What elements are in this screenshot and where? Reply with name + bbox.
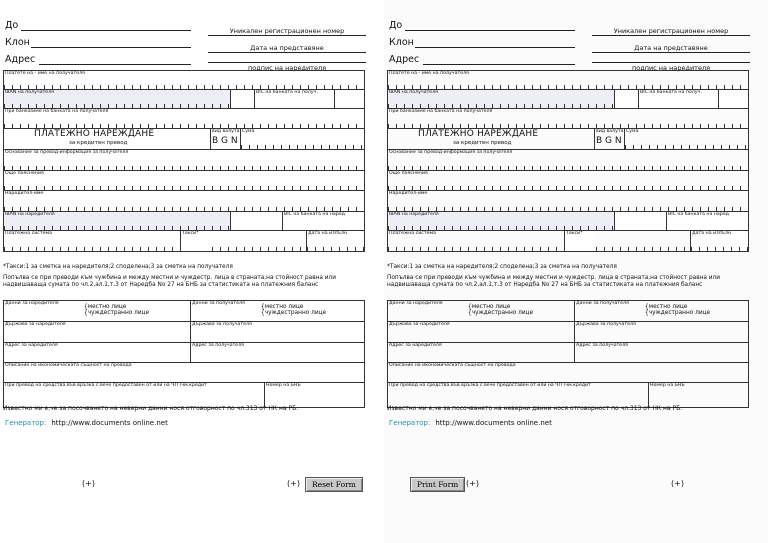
currency-cell[interactable]: вид валута B G N xyxy=(210,129,240,149)
plus-right-2[interactable]: (+) xyxy=(671,479,684,488)
unique-reg-label: Уникален регистрационен номер xyxy=(208,26,366,36)
payee-iban-row[interactable]: IBAN на получателя BIC на банката на получ. xyxy=(388,90,748,109)
basis-row[interactable]: Основание за превод-информация за получателя xyxy=(4,150,364,171)
submit-date-label: Дата на представяне xyxy=(208,43,366,53)
plus-left-2[interactable]: (+) xyxy=(287,479,300,488)
payer-bic-cell[interactable]: BIC на банката на нарeд. xyxy=(282,212,364,230)
address-field[interactable]: Адрес xyxy=(389,54,419,65)
payer-iban-row[interactable]: IBAN на наредителя BIC на банката на нарeд. xyxy=(4,212,364,231)
plus-right-1[interactable]: (+) xyxy=(466,479,479,488)
payment-order-form xyxy=(387,70,749,252)
payee-bic-cell[interactable]: BIC на банката на получ. xyxy=(638,90,748,108)
generator-line: Генератор: http://www.documents online.net xyxy=(5,419,168,427)
payee-bank-row[interactable]: При банка/име на банката на получателя xyxy=(4,109,364,129)
statistics-box: Данни за наредителя {местно лице {чуждестранно лице Данни за получателя {местно лице {чуждестранно лице Държава за наредителя Държава за получателя Адрес за наредителя Адрес за получателя Описание на икономическата същност на превода При превод на средства във връзка с вече предоставен от или на ЧЛ (чм.кредит Номер на БНБ xyxy=(387,300,749,408)
aware-note: Известно ми е,че за посочването на неверни данни нося отговорност по чл.313 от НК на РБ. xyxy=(387,405,683,412)
submit-date-label: Дата на представяне xyxy=(592,43,750,53)
title-row xyxy=(4,129,364,150)
payee-iban-row[interactable]: IBAN на получателя BIC на банката на получ. xyxy=(4,90,364,109)
system-row[interactable]: Платежна система Такси* Дата на изпълн. xyxy=(4,231,364,251)
to-field[interactable]: До xyxy=(5,20,18,31)
payer-iban-row[interactable]: IBAN на наредителя BIC на банката на нарeд. xyxy=(388,212,748,231)
to-field[interactable]: До xyxy=(389,20,402,31)
basis-row[interactable]: Основание за превод-информация за получателя xyxy=(388,150,748,171)
amount-cell[interactable]: Сума xyxy=(624,129,748,149)
aware-note: Известно ми е,че за посочването на неверни данни нося отговорност по чл.313 от НК на РБ. xyxy=(3,405,299,412)
branch-field[interactable]: Клон xyxy=(5,37,30,48)
form-title: ПЛАТЕЖНО НАРЕЖДАНЕ xyxy=(34,129,155,139)
more-row[interactable]: Още пояснения xyxy=(388,171,748,191)
payee-name-row[interactable]: Платете на - име на получателя xyxy=(4,71,364,90)
signature-label: подпис на наредителя xyxy=(592,62,750,72)
statistics-note: Попълва се при преводи към чужбина и между местни и чуждестр. лица в страната,на стойност равна или надвишаваща сумата по чл.2,ал.1,т.3 от Наредба No 27 на БНБ за статистиката на платежния баланс xyxy=(387,275,721,289)
generator-link[interactable]: http://www.documents online.net xyxy=(435,419,552,427)
payer-bic-cell[interactable]: BIC на банката на нарeд. xyxy=(666,212,748,230)
system-row[interactable]: Платежна система Такси* Дата на изпълн. xyxy=(388,231,748,251)
payee-name-row[interactable]: Платете на - име на получателя xyxy=(388,71,748,90)
signature-label: подпис на наредителя xyxy=(208,62,366,72)
generator-link[interactable]: http://www.documents online.net xyxy=(51,419,168,427)
payee-bank-row[interactable]: При банка/име на банката на получателя xyxy=(388,109,748,129)
fees-cell[interactable]: Такси* xyxy=(180,231,210,251)
exec-date-cell[interactable]: Дата на изпълн. xyxy=(306,231,364,251)
address-field[interactable]: Адрес xyxy=(5,54,35,65)
title-row xyxy=(388,129,748,150)
plus-left-1[interactable]: (+) xyxy=(82,479,95,488)
payment-order-form xyxy=(3,70,365,252)
form-title: ПЛАТЕЖНО НАРЕЖДАНЕ xyxy=(418,129,539,139)
statistics-box: Данни за наредителя {местно лице {чуждестранно лице Данни за получателя {местно лице {чуждестранно лице Държава за наредителя Държава за получателя Адрес за наредителя Адрес за получателя Описание на икономическата същност на превода При превод на средства във връзка с вече предоставен от или на ЧЛ (чм.кредит Номер на БНБ xyxy=(3,300,365,408)
statistics-note: Попълва се при преводи към чужбина и между местни и чуждестр. лица в страната,на стойност равна или надвишаваща сумата по чл.2,ал.1,т.3 от Наредба No 27 на БНБ за статистиката на платежния баланс xyxy=(3,275,337,289)
payee-bic-cell[interactable]: BIC на банката на получ. xyxy=(254,90,364,108)
fees-cell[interactable]: Такси* xyxy=(564,231,594,251)
currency-cell[interactable]: вид валута B G N xyxy=(594,129,624,149)
unique-reg-label: Уникален регистрационен номер xyxy=(592,26,750,36)
form-subtitle: за кредитен превод xyxy=(453,140,512,146)
fees-note: *Такси:1 за сметка на наредителя;2 споделена;3 за сметка на получателя xyxy=(387,264,617,270)
exec-date-cell[interactable]: Дата на изпълн. xyxy=(690,231,748,251)
amount-cell[interactable]: Сума xyxy=(240,129,364,149)
payer-row[interactable]: Наредител-име xyxy=(4,191,364,212)
reset-form-button[interactable]: Reset Form xyxy=(305,477,363,492)
form-subtitle: за кредитен превод xyxy=(69,140,128,146)
more-row[interactable]: Още пояснения xyxy=(4,171,364,191)
fees-note: *Такси:1 за сметка на наредителя;2 споделена;3 за сметка на получателя xyxy=(3,264,233,270)
payer-row[interactable]: Наредител-име xyxy=(388,191,748,212)
generator-line: Генератор: http://www.documents online.net xyxy=(389,419,552,427)
payment-form-right xyxy=(384,0,768,543)
branch-field[interactable]: Клон xyxy=(389,37,414,48)
print-form-button[interactable]: Print Form xyxy=(410,477,465,492)
